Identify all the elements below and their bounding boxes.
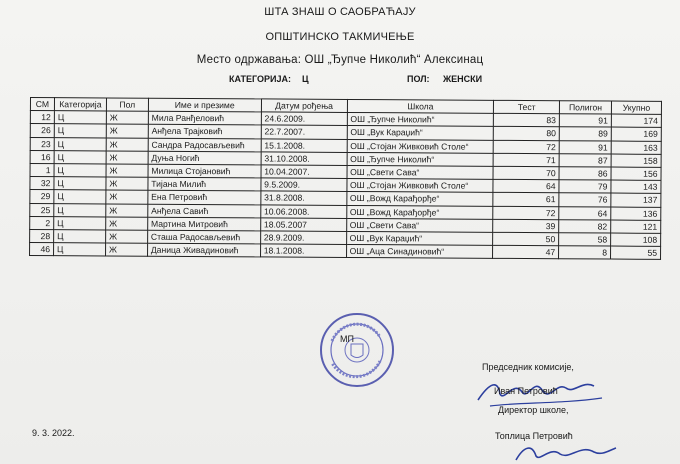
cell-school: ОШ „Стојан Живковић Столе“ [347, 139, 494, 153]
cell-place: 32 [30, 177, 54, 190]
cell-sex: Ж [106, 190, 148, 203]
cell-sex: Ж [106, 203, 148, 216]
cell-test: 61 [493, 193, 559, 207]
cell-sex: Ж [106, 164, 148, 177]
cell-sex: Ж [106, 217, 148, 230]
cell-birthdate: 18.05.2007 [260, 218, 346, 232]
cell-school: ОШ „Ђупче Николић“ [347, 152, 494, 166]
cell-sex: Ж [106, 230, 148, 243]
cell-category: Ц [54, 124, 106, 138]
cell-name: Тијана Милић [148, 177, 261, 191]
cell-place: 28 [30, 229, 54, 242]
cell-sex: Ж [106, 111, 148, 124]
table-row [30, 243, 661, 260]
cell-birthdate: 18.1.2008. [260, 244, 346, 258]
school-director-label: Директор школе, [498, 405, 569, 415]
cell-total: 174 [611, 114, 661, 127]
cell-sex: Ж [106, 177, 148, 190]
cell-place: 25 [30, 203, 54, 216]
cell-place: 23 [30, 137, 54, 150]
cell-total: 121 [611, 220, 661, 233]
cell-polygon: 82 [559, 219, 611, 233]
cell-polygon: 8 [559, 246, 611, 260]
cell-name: Дуња Ногић [148, 151, 261, 165]
stamp-mark-label: МП [340, 334, 354, 344]
cell-name: Анђела Трајковић [148, 125, 261, 139]
cell-test: 83 [494, 114, 560, 128]
cell-name: Ена Петровић [148, 191, 261, 205]
cell-polygon: 79 [559, 180, 611, 194]
cell-category: Ц [54, 230, 106, 244]
cell-name: Даница Живадиновић [147, 243, 260, 257]
category-label: КАТЕГОРИЈА: [229, 74, 292, 84]
cell-total: 169 [611, 127, 661, 140]
cell-birthdate: 24.6.2009. [261, 112, 347, 126]
sex-label: ПОЛ: [407, 74, 430, 84]
cell-birthdate: 15.1.2008. [261, 138, 347, 152]
cell-test: 70 [493, 166, 559, 180]
results-table [29, 97, 662, 260]
cell-place: 26 [30, 124, 54, 137]
cell-category: Ц [54, 164, 106, 178]
col-header-polygon: Полигон [560, 101, 612, 115]
cell-total: 137 [611, 193, 661, 206]
cell-polygon: 91 [559, 140, 611, 154]
cell-birthdate: 9.5.2009. [261, 178, 347, 192]
col-header-birthdate: Датум рођења [261, 99, 347, 113]
cell-birthdate: 10.06.2008. [260, 204, 346, 218]
cell-category: Ц [54, 190, 106, 204]
col-header-place: СМ [30, 98, 54, 111]
competition-level: ОПШТИНСКО ТАКМИЧЕЊЕ [265, 31, 415, 43]
cell-polygon: 86 [559, 167, 611, 181]
commission-president-label: Председник комисије, [482, 362, 574, 372]
cell-school: ОШ „Вожд Карађорђе“ [346, 205, 493, 219]
cell-sex: Ж [106, 151, 148, 164]
cell-school: ОШ „Свети Сава“ [347, 165, 494, 179]
cell-category: Ц [54, 177, 106, 191]
cell-name: Мила Ранђеловић [148, 111, 261, 125]
cell-school: ОШ „Стојан Живковић Столе“ [346, 179, 493, 193]
cell-school: ОШ „Вук Караџић“ [347, 126, 494, 140]
cell-school: ОШ „Вожд Карађорђе“ [346, 192, 493, 206]
col-header-school: Школа [347, 99, 494, 113]
commission-president-name: Иван Петровић [494, 386, 558, 396]
cell-test: 47 [493, 245, 559, 259]
cell-place: 1 [30, 163, 54, 176]
cell-school: ОШ „Вук Караџић“ [346, 231, 493, 245]
col-header-test: Тест [494, 100, 560, 114]
cell-test: 80 [494, 127, 560, 141]
cell-birthdate: 28.9.2009. [260, 231, 346, 245]
cell-polygon: 89 [559, 127, 611, 141]
document-date: 9. 3. 2022. [32, 428, 75, 438]
cell-name: Сташа Радосављевић [147, 230, 260, 244]
cell-birthdate: 22.7.2007. [261, 125, 347, 139]
document-title: ШТА ЗНАШ О САОБРАЋАЈУ [264, 6, 416, 18]
cell-test: 72 [493, 206, 559, 220]
cell-category: Ц [54, 203, 106, 217]
cell-school: ОШ „Свети Сава“ [346, 218, 493, 232]
cell-sex: Ж [106, 124, 148, 137]
cell-category: Ц [54, 111, 106, 125]
cell-sex: Ж [106, 138, 148, 151]
cell-place: 2 [30, 216, 54, 229]
cell-total: 156 [611, 167, 661, 180]
col-header-sex: Пол [106, 98, 148, 111]
official-seal [318, 311, 396, 389]
col-header-total: Укупно [611, 101, 661, 114]
col-header-category: Категорија [54, 98, 106, 112]
cell-name: Милица Стојановић [148, 164, 261, 178]
cell-polygon: 91 [559, 114, 611, 128]
cell-school: ОШ „Аца Синадиновић“ [346, 244, 493, 258]
school-director-name: Топлица Петровић [495, 431, 573, 441]
cell-name: Анђела Савић [148, 204, 261, 218]
cell-polygon: 64 [559, 206, 611, 220]
cell-category: Ц [53, 243, 105, 257]
cell-test: 39 [493, 219, 559, 233]
cell-place: 16 [30, 150, 54, 163]
col-header-name: Име и презиме [148, 98, 261, 112]
cell-total: 136 [611, 207, 661, 220]
cell-test: 50 [493, 232, 559, 246]
cell-birthdate: 31.8.2008. [261, 191, 347, 205]
category-value: Ц [302, 74, 309, 84]
cell-name: Мартина Митровић [147, 217, 260, 231]
cell-place: 46 [30, 243, 54, 256]
cell-total: 143 [611, 180, 661, 193]
cell-test: 71 [493, 153, 559, 167]
cell-sex: Ж [105, 243, 147, 256]
director-signature [510, 440, 620, 464]
cell-category: Ц [54, 137, 106, 151]
cell-total: 158 [611, 154, 661, 167]
cell-polygon: 87 [559, 153, 611, 167]
cell-total: 163 [611, 141, 661, 154]
cell-polygon: 58 [559, 233, 611, 247]
sex-value: ЖЕНСКИ [443, 74, 483, 84]
cell-total: 108 [611, 233, 661, 246]
table-body [30, 111, 662, 260]
cell-category: Ц [54, 216, 106, 230]
cell-place: 29 [30, 190, 54, 203]
cell-total: 55 [611, 246, 661, 259]
venue-line: Место одржавања: ОШ „Ђупче Николић“ Алексинац [196, 54, 484, 66]
cell-polygon: 76 [559, 193, 611, 207]
cell-birthdate: 31.10.2008. [261, 152, 347, 166]
cell-birthdate: 10.04.2007. [261, 165, 347, 179]
cell-category: Ц [54, 150, 106, 164]
cell-test: 72 [494, 140, 560, 154]
cell-place: 12 [30, 111, 54, 124]
cell-name: Сандра Радосављевић [148, 138, 261, 152]
cell-test: 64 [493, 179, 559, 193]
cell-school: ОШ „Ђупче Николић“ [347, 113, 494, 127]
